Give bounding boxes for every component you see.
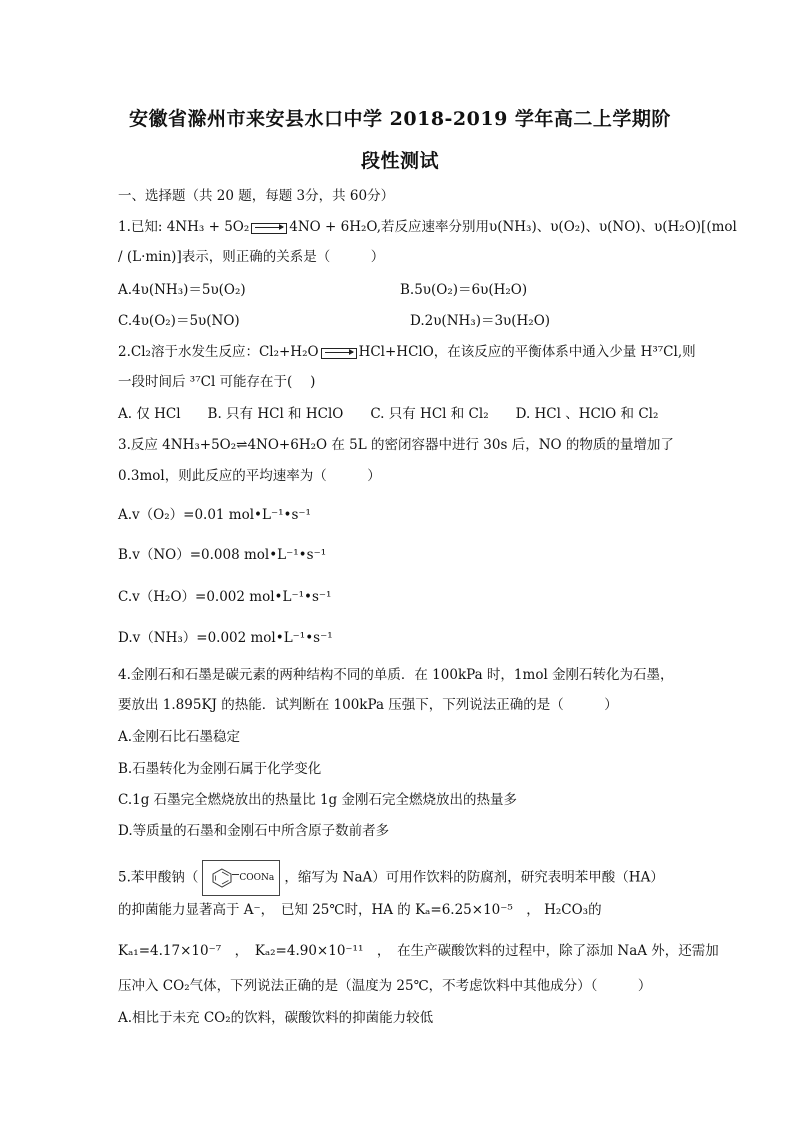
q4-option-c: C.1g 石墨完全燃烧放出的热量比 1g 金刚石完全燃烧放出的热量多 [118,792,517,808]
q5-stem-part-a1: 5.苯甲酸钠（ [118,869,199,886]
q1-option-b: B.5υ(O₂)＝6υ(H₂O) [400,282,528,298]
q3-stem-line-2: 0.3mol，则此反应的平均速率为（ ） [118,468,381,484]
q5-stem-line-4: 压冲入 CO₂气体，下列说法正确的是（温度为 25℃，不考虑饮料中其他成分）（ ） [118,978,652,994]
benzene-ring-icon [211,868,233,888]
benzoate-structure-figure [202,860,280,896]
q4-option-b: B.石墨转化为金刚石属于化学变化 [118,761,322,777]
equilibrium-arrow-icon [251,222,287,234]
q2-stem-part-b: HCl+HClO，在该反应的平衡体系中通入少量 H³⁷Cl,则 [358,344,696,360]
q5-stem-line-2: 的抑菌能力显著高于 A⁻， 已知 25℃时，HA 的 Kₐ=6.25×10⁻⁵ ， H₂CO₃的 [118,902,602,918]
section-heading: 一、选择题（共 20 题，每题 3分，共 60分） [118,188,395,204]
q3-option-a: A.v（O₂）=0.01 mol•L⁻¹•s⁻¹ [118,507,311,523]
q1-option-a: A.4υ(NH₃)＝5υ(O₂) [118,282,246,298]
equilibrium-arrow-icon [321,347,357,359]
q3-option-d: D.v（NH₃）=0.002 mol•L⁻¹•s⁻¹ [118,630,333,646]
q5-stem-part-a2: ，缩写为 NaA）可用作饮料的防腐剂，研究表明苯甲酸（HA） [284,869,664,886]
q4-stem-line-1: 4.金刚石和石墨是碳元素的两种结构不同的单质．在 100kPa 时，1mol 金刚石转化为石墨， [118,667,674,683]
q3-stem-line-1: 3.反应 4NH₃+5O₂⇌4NO+6H₂O 在 5L 的密闭容器中进行 30s 后，NO 的物质的量增加了 [118,437,674,453]
document-title-line-2: 段性测试 [360,150,439,172]
q1-stem-part-a: 1.已知: 4NH₃ + 5O₂ [118,219,250,235]
q3-option-c: C.v（H₂O）=0.002 mol•L⁻¹•s⁻¹ [118,589,332,605]
q4-stem-line-2: 要放出 1.895KJ 的热能．试判断在 100kPa 压强下，下列说法正确的是（ ） [118,697,618,713]
structure-group-label: COONa [239,873,275,883]
q1-stem-part-b: 4NO + 6H₂O,若反应速率分别用υ(NH₃)、υ(O₂)、υ(NO)、υ(H₂O)[(mol [289,219,737,235]
q2-stem-line-2: 一段时间后 ³⁷Cl 可能存在于( ) [118,374,316,390]
q1-stem-line-2: / (L·min)]表示，则正确的关系是（ ） [118,249,385,265]
q2-stem-part-a: 2.Cl₂溶于水发生反应：Cl₂+H₂O [118,344,319,360]
q5-stem-line-1 [118,860,664,896]
document-title-line-1: 安徽省滁州市来安县水口中学 2018-2019 学年高二上学期阶 [129,108,671,130]
q2-stem-line-1 [118,343,696,361]
q5-option-a: A.相比于未充 CO₂的饮料，碳酸饮料的抑菌能力较低 [118,1010,434,1026]
q1-stem-line-1 [118,218,737,236]
q1-option-d: D.2υ(NH₃)＝3υ(H₂O) [410,313,551,329]
q3-option-b: B.v（NO）=0.008 mol•L⁻¹•s⁻¹ [118,547,327,563]
q4-option-d: D.等质量的石墨和金刚石中所含原子数前者多 [118,823,390,839]
q5-stem-line-3: Kₐ₁=4.17×10⁻⁷ ， Kₐ₂=4.90×10⁻¹¹ ， 在生产碳酸饮料的过程中，除了添加 NaA 外，还需加 [118,943,719,959]
q2-options: A. 仅 HCl B. 只有 HCl 和 HClO C. 只有 HCl 和 Cl₂ D. HCl 、HClO 和 Cl₂ [118,406,659,422]
q1-option-c: C.4υ(O₂)＝5υ(NO) [118,313,240,329]
q4-option-a: A.金刚石比石墨稳定 [118,729,241,745]
